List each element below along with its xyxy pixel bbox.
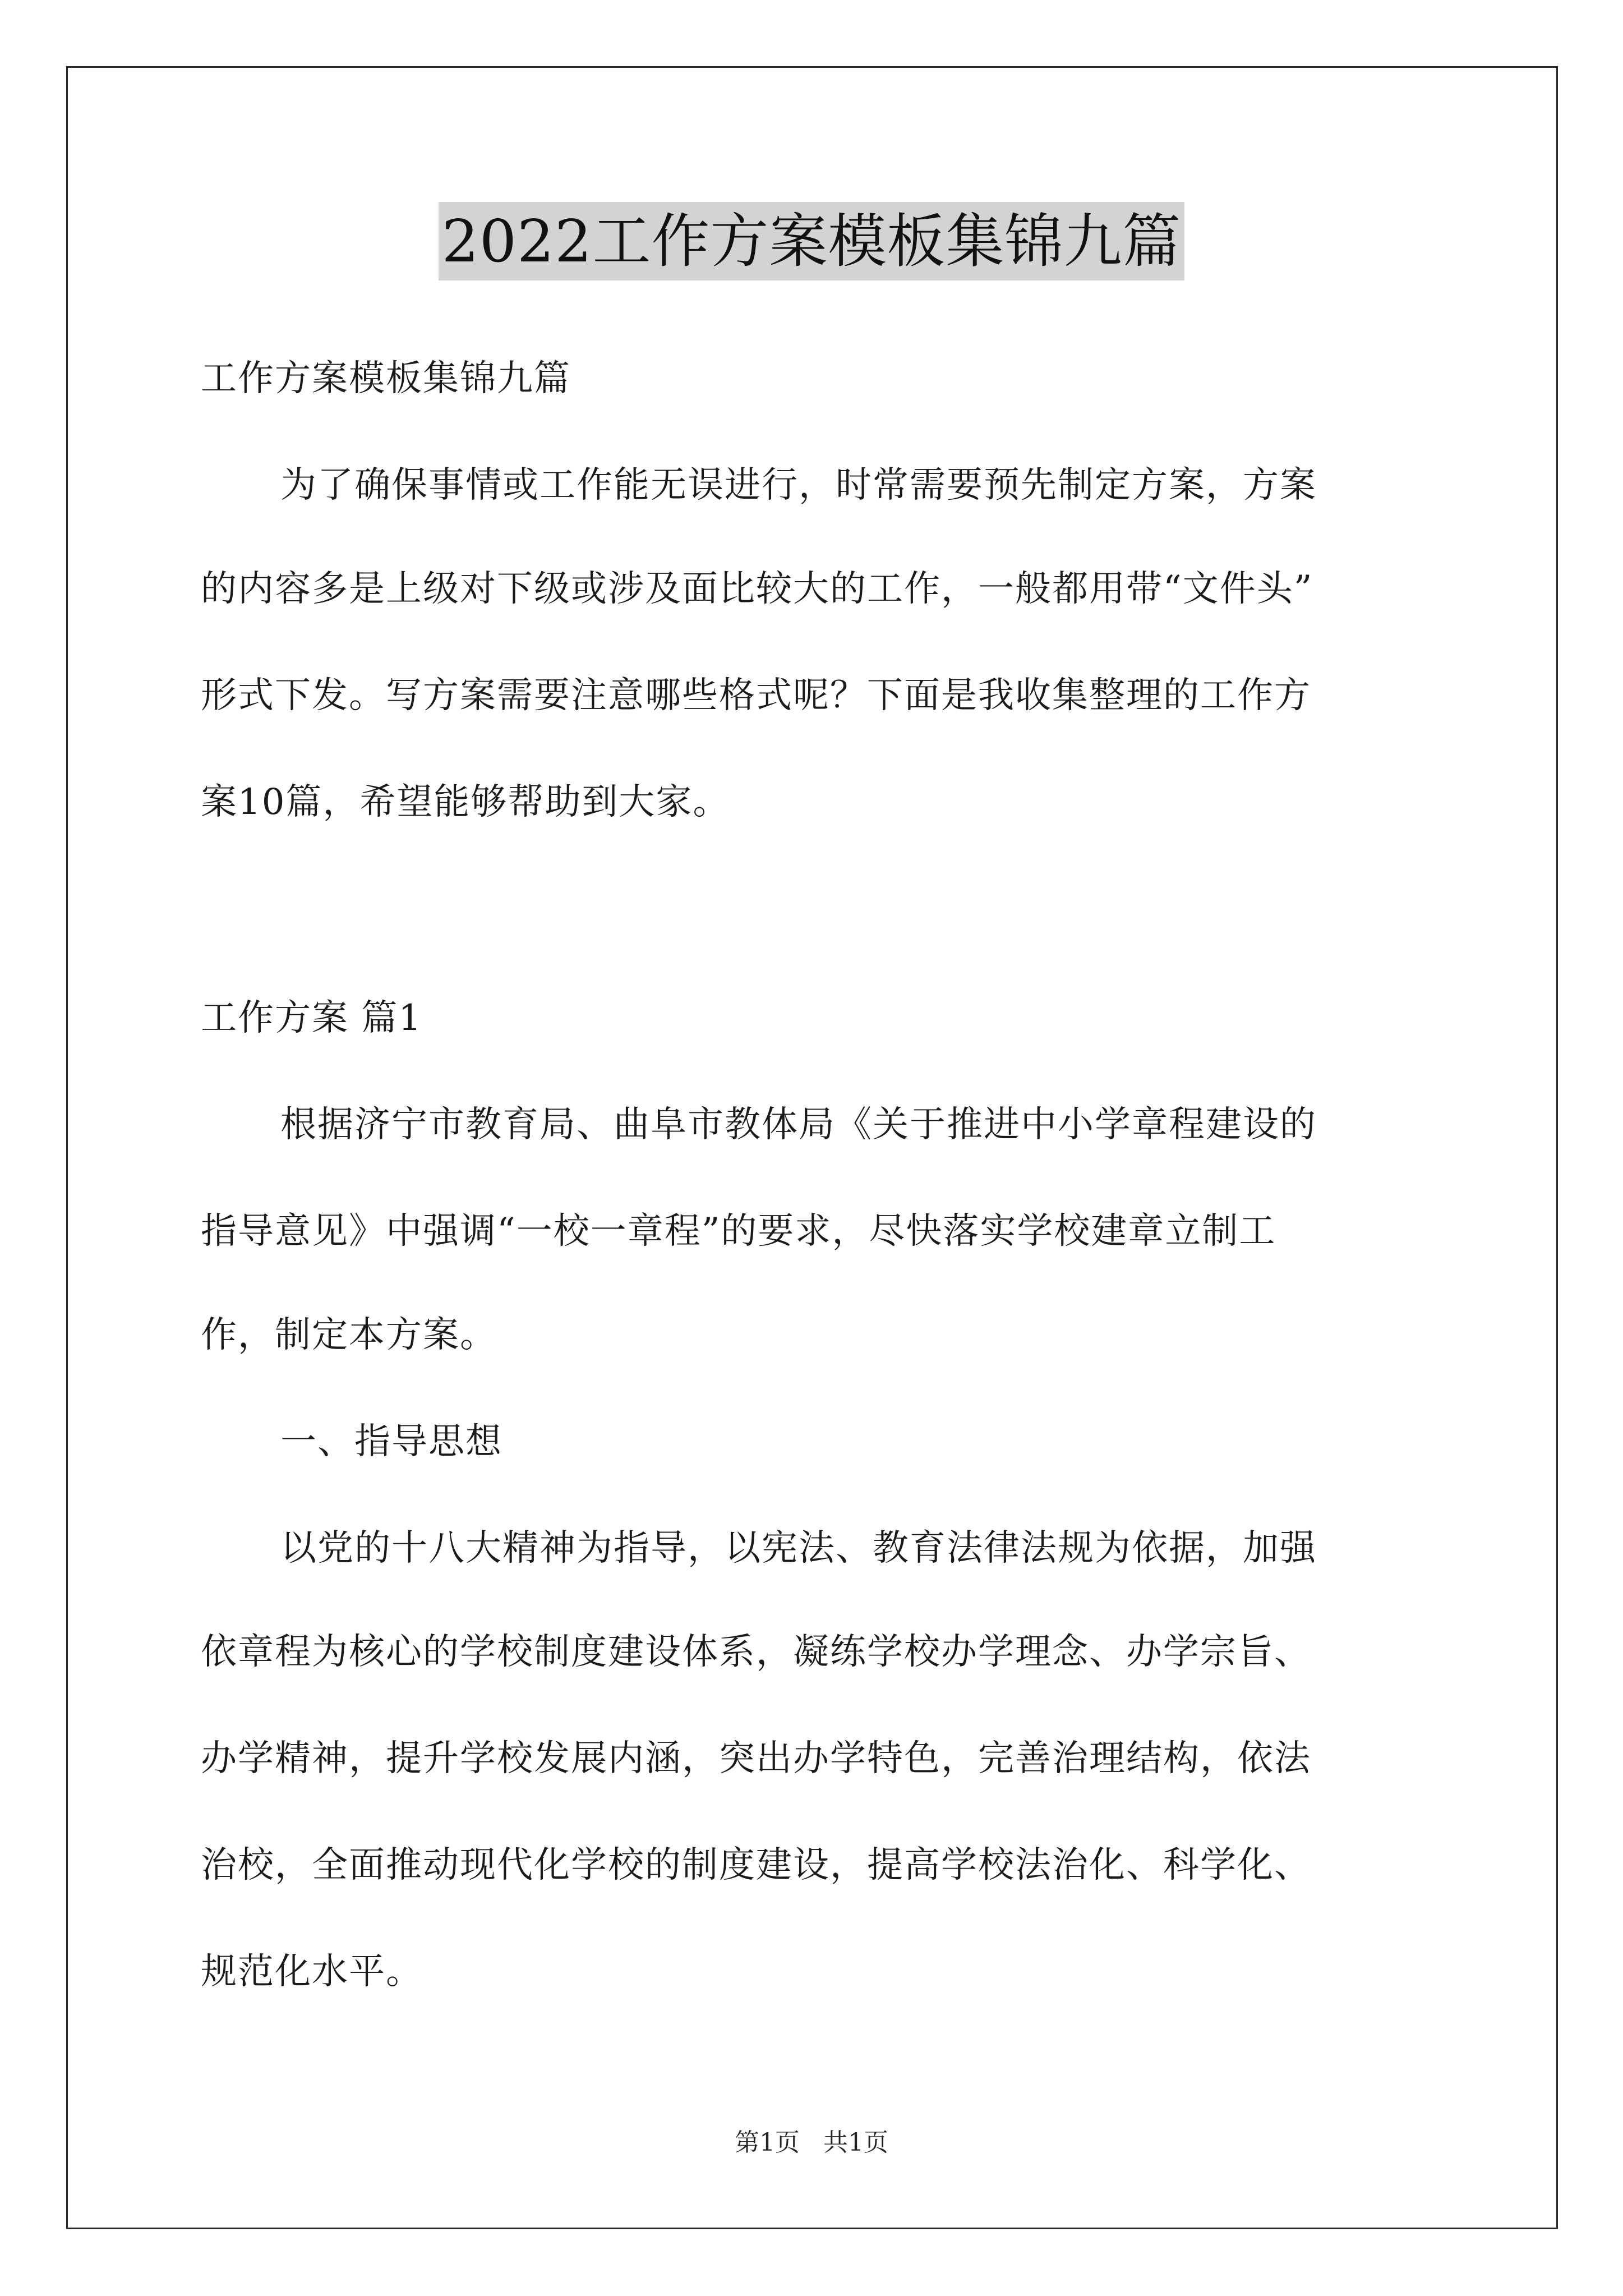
intro-line-4: 案10篇，希望能够帮助到大家。 — [201, 781, 730, 823]
section-para-line-3: 作，制定本方案。 — [201, 1314, 497, 1356]
section-para-line-2: 指导意见》中强调“一校一章程”的要求，尽快落实学校建章立制工 — [201, 1211, 1276, 1252]
title-container — [0, 202, 1623, 280]
guiding-para-line-2: 依章程为核心的学校制度建设体系，凝练学校办学理念、办学宗旨、 — [201, 1631, 1311, 1673]
document-title: 2022工作方案模板集锦九篇 — [439, 202, 1185, 280]
section-para-line-1: 根据济宁市教育局、曲阜市教体局《关于推进中小学章程建设的 — [280, 1104, 1317, 1145]
intro-line-1: 为了确保事情或工作能无误进行，时常需要预先制定方案，方案 — [280, 464, 1317, 506]
intro-line-3: 形式下发。写方案需要注意哪些格式呢？下面是我收集整理的工作方 — [201, 675, 1311, 716]
guiding-para-line-4: 治校，全面推动现代化学校的制度建设，提高学校法治化、科学化、 — [201, 1844, 1311, 1886]
guiding-para-line-5: 规范化水平。 — [201, 1951, 423, 1993]
guiding-para-line-1: 以党的十八大精神为指导，以宪法、教育法律法规为依据，加强 — [280, 1527, 1317, 1569]
document-subtitle: 工作方案模板集锦九篇 — [201, 358, 571, 399]
intro-line-2: 的内容多是上级对下级或涉及面比较大的工作，一般都用带“文件头” — [201, 568, 1313, 610]
guiding-para-line-3: 办学精神，提升学校发展内涵，突出办学特色，完善治理结构，依法 — [201, 1738, 1311, 1779]
page-footer: 第1页 共1页 — [735, 2128, 888, 2157]
guiding-subheading: 一、指导思想 — [280, 1421, 502, 1462]
section-heading: 工作方案 篇1 — [201, 997, 423, 1039]
